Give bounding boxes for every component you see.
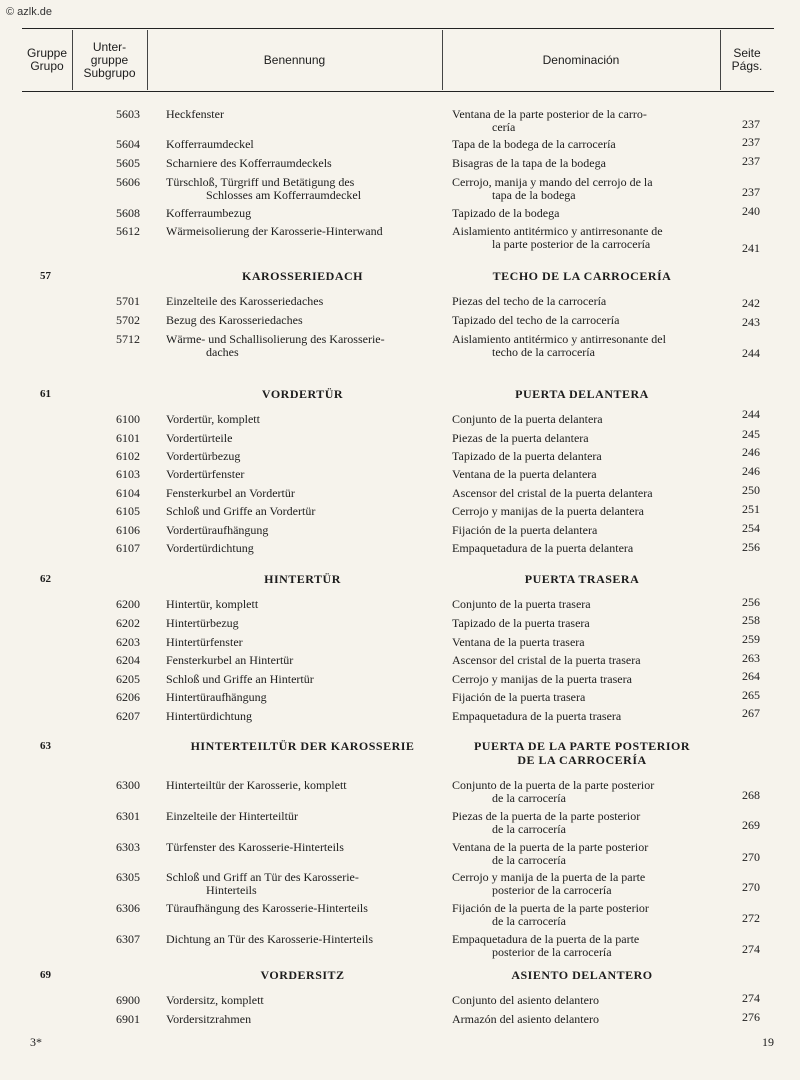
item-name-es: Conjunto de la puerta de la parte posterior [452, 778, 655, 792]
section-title-de: KAROSSERIEDACH [241, 269, 364, 283]
page-ref: 258 [742, 613, 760, 627]
item-name-de: Hinterteiltür der Karosserie, komplett [166, 778, 347, 792]
item-name-es: Tapizado de la bodega [452, 206, 560, 220]
header-divider [147, 30, 148, 90]
item-name-de: Türaufhängung des Karosserie-Hinterteils [166, 901, 368, 915]
group-number: 63 [40, 740, 51, 752]
section-title-de: VORDERSITZ [260, 968, 345, 982]
item-name-de: Scharniere des Kofferraumdeckels [166, 156, 332, 170]
page-ref: 264 [742, 669, 760, 683]
item-name-es: de la carrocería [492, 822, 566, 836]
subgroup-code: 6207 [116, 709, 140, 723]
item-name-es: de la carrocería [492, 791, 566, 805]
item-name-es: Piezas de la puerta de la parte posterior [452, 809, 641, 823]
subgroup-code: 6202 [116, 616, 140, 630]
item-name-es: Piezas del techo de la carrocería [452, 294, 607, 308]
subgroup-code: 5701 [116, 294, 140, 308]
subgroup-code: 6101 [116, 431, 140, 445]
subgroup-code: 6107 [116, 541, 140, 555]
page-ref: 256 [742, 595, 760, 609]
item-name-es: cería [492, 120, 516, 134]
subgroup-code: 6100 [116, 412, 140, 426]
subgroup-code: 5712 [116, 332, 140, 346]
item-name-de: Bezug des Karosseriedaches [166, 313, 303, 327]
subgroup-code: 6307 [116, 932, 140, 946]
subgroup-code: 6303 [116, 840, 140, 854]
subgroup-code: 5603 [116, 107, 140, 121]
item-name-de: Vordertürbezug [166, 449, 241, 463]
page-ref: 256 [742, 540, 760, 554]
item-name-es: Ventana de la puerta de la parte posterior [452, 840, 649, 854]
item-name-de: Fensterkurbel an Hintertür [166, 653, 294, 667]
subgroup-code: 5612 [116, 224, 140, 238]
item-name-de: Kofferraumbezug [166, 206, 252, 220]
item-name-es: Ventana de la parte posterior de la carro- [452, 107, 647, 121]
subgroup-code: 5702 [116, 313, 140, 327]
subgroup-code: 6901 [116, 1012, 140, 1026]
subgroup-code: 5604 [116, 137, 140, 151]
section-title-de: HINTERTÜR [264, 572, 341, 586]
item-name-es: tapa de la bodega [492, 188, 576, 202]
page-ref: 274 [742, 991, 760, 1005]
page-ref: 240 [742, 204, 760, 218]
item-name-de: Vordertüraufhängung [166, 523, 269, 537]
group-number: 69 [40, 969, 51, 981]
subgroup-code: 6204 [116, 653, 140, 667]
header-seite: Seite Págs. [731, 46, 763, 73]
subgroup-code: 5605 [116, 156, 140, 170]
item-name-de: Vordertür, komplett [166, 412, 260, 426]
item-name-es: posterior de la carrocería [492, 945, 612, 959]
page-ref: 276 [742, 1010, 760, 1024]
footer-signature: 3* [30, 1035, 42, 1049]
header-untergruppe: Unter- gruppe Subgrupo [83, 39, 136, 80]
item-name-es: Fijación de la puerta de la parte posterior [452, 901, 649, 915]
item-name-de: Einzelteile der Hinterteiltür [166, 809, 298, 823]
group-number: 57 [40, 270, 51, 282]
item-name-es: Tapizado del techo de la carrocería [452, 313, 620, 327]
item-name-es: Tapizado de la puerta trasera [452, 616, 590, 630]
item-name-es: Piezas de la puerta delantera [452, 431, 589, 445]
item-name-de: Türschloß, Türgriff und Betätigung des [166, 175, 355, 189]
subgroup-code: 6205 [116, 672, 140, 686]
item-name-de: Hintertürbezug [166, 616, 239, 630]
item-name-es: Cerrojo, manija y mando del cerrojo de la [452, 175, 653, 189]
group-number: 62 [40, 573, 51, 585]
page-ref: 237 [742, 117, 760, 131]
item-name-de: Vordersitz, komplett [166, 993, 264, 1007]
subgroup-code: 6106 [116, 523, 140, 537]
section-title-es: PUERTA DELANTERA [515, 387, 649, 401]
item-name-es: Conjunto de la puerta delantera [452, 412, 603, 426]
item-name-de: Fensterkurbel an Vordertür [166, 486, 295, 500]
item-name-de: Vordertürteile [166, 431, 233, 445]
item-name-es: Aislamiento antitérmico y antirresonante del [452, 332, 666, 346]
item-name-es: Conjunto de la puerta trasera [452, 597, 591, 611]
item-name-es: Bisagras de la tapa de la bodega [452, 156, 606, 170]
page-ref: 237 [742, 135, 760, 149]
page-ref: 246 [742, 445, 760, 459]
subgroup-code: 6103 [116, 467, 140, 481]
subgroup-code: 6301 [116, 809, 140, 823]
item-name-de: Vordertürfenster [166, 467, 245, 481]
header-denominacion: Denominación [542, 52, 620, 67]
subgroup-code: 6305 [116, 870, 140, 884]
section-title-es: TECHO DE LA CARROCERÍA [492, 269, 672, 283]
item-name-es: Cerrojo y manija de la puerta de la parte [452, 870, 646, 884]
subgroup-code: 6300 [116, 778, 140, 792]
page-ref: 270 [742, 850, 760, 864]
page-ref: 244 [742, 346, 760, 360]
section-title-es: ASIENTO DELANTERO [511, 968, 653, 982]
item-name-de: Wärme- und Schallisolierung des Karosserie- [166, 332, 385, 346]
subgroup-code: 6104 [116, 486, 140, 500]
item-name-de: Hintertürdichtung [166, 709, 252, 723]
subgroup-code: 6105 [116, 504, 140, 518]
section-title-de: VORDERTÜR [261, 387, 344, 401]
page-ref: 237 [742, 185, 760, 199]
subgroup-code: 6203 [116, 635, 140, 649]
item-name-es: de la carrocería [492, 914, 566, 928]
page-number: 19 [762, 1035, 774, 1049]
item-name-de: Wärmeisolierung der Karosserie-Hinterwand [166, 224, 383, 238]
item-name-de: Hinterteils [206, 883, 257, 897]
group-number: 61 [40, 388, 51, 400]
item-name-de: Einzelteile des Karosseriedaches [166, 294, 324, 308]
page-ref: 259 [742, 632, 760, 646]
item-name-de: Vordertürdichtung [166, 541, 254, 555]
page-ref: 250 [742, 483, 760, 497]
item-name-de: Hintertür, komplett [166, 597, 259, 611]
page-ref: 246 [742, 464, 760, 478]
page-ref: 269 [742, 818, 760, 832]
header-divider [442, 30, 443, 90]
header-gruppe: Gruppe Grupo [26, 46, 68, 73]
item-name-es: Ventana de la puerta delantera [452, 467, 597, 481]
section-title-es: DE LA CARROCERÍA [517, 753, 647, 767]
page-ref: 267 [742, 706, 760, 720]
page-ref: 237 [742, 154, 760, 168]
item-name-es: Fijación de la puerta trasera [452, 690, 586, 704]
table-header [22, 28, 774, 92]
page-ref: 270 [742, 880, 760, 894]
item-name-de: Hintertüraufhängung [166, 690, 267, 704]
subgroup-code: 6900 [116, 993, 140, 1007]
item-name-es: Armazón del asiento delantero [452, 1012, 599, 1026]
page-ref: 243 [742, 315, 760, 329]
header-divider [72, 30, 73, 90]
page-ref: 242 [742, 296, 760, 310]
item-name-es: Empaquetadura de la puerta trasera [452, 709, 622, 723]
item-name-es: techo de la carrocería [492, 345, 595, 359]
section-title-es: PUERTA TRASERA [524, 572, 640, 586]
page-ref: 254 [742, 521, 760, 535]
item-name-de: Vordersitzrahmen [166, 1012, 252, 1026]
item-name-es: Empaquetadura de la puerta de la parte [452, 932, 640, 946]
item-name-de: daches [206, 345, 239, 359]
page-ref: 263 [742, 651, 760, 665]
item-name-es: la parte posterior de la carrocería [492, 237, 651, 251]
item-name-es: Empaquetadura de la puerta delantera [452, 541, 634, 555]
page-ref: 272 [742, 911, 760, 925]
item-name-es: de la carrocería [492, 853, 566, 867]
item-name-de: Hintertürfenster [166, 635, 243, 649]
subgroup-code: 5606 [116, 175, 140, 189]
item-name-es: Fijación de la puerta delantera [452, 523, 598, 537]
subgroup-code: 6102 [116, 449, 140, 463]
subgroup-code: 5608 [116, 206, 140, 220]
item-name-de: Schlosses am Kofferraumdeckel [206, 188, 362, 202]
item-name-de: Schloß und Griffe an Vordertür [166, 504, 316, 518]
item-name-es: Cerrojo y manijas de la puerta delantera [452, 504, 644, 518]
item-name-de: Dichtung an Tür des Karosserie-Hinterteils [166, 932, 374, 946]
page-ref: 251 [742, 502, 760, 516]
item-name-es: Ascensor del cristal de la puerta delantera [452, 486, 653, 500]
item-name-es: Tapizado de la puerta delantera [452, 449, 602, 463]
subgroup-code: 6206 [116, 690, 140, 704]
item-name-es: Conjunto del asiento delantero [452, 993, 599, 1007]
item-name-de: Kofferraumdeckel [166, 137, 254, 151]
page-ref: 244 [742, 407, 760, 421]
section-title-de: HINTERTEILTÜR DER KAROSSERIE [190, 739, 415, 753]
section-title-es: PUERTA DE LA PARTE POSTERIOR [473, 739, 691, 753]
item-name-es: Aislamiento antitérmico y antirresonante de [452, 224, 663, 238]
page-ref: 265 [742, 688, 760, 702]
subgroup-code: 6200 [116, 597, 140, 611]
item-name-de: Schloß und Griff an Tür des Karosserie- [166, 870, 359, 884]
header-benennung: Benennung [263, 52, 326, 67]
item-name-de: Türfenster des Karosserie-Hinterteils [166, 840, 344, 854]
item-name-es: Ventana de la puerta trasera [452, 635, 585, 649]
page-ref: 274 [742, 942, 760, 956]
item-name-es: Tapa de la bodega de la carrocería [452, 137, 616, 151]
page-ref: 241 [742, 241, 760, 255]
item-name-es: Ascensor del cristal de la puerta trasera [452, 653, 641, 667]
watermark: © azlk.de [6, 6, 53, 18]
item-name-es: Cerrojo y manijas de la puerta trasera [452, 672, 632, 686]
header-divider [720, 30, 721, 90]
item-name-de: Schloß und Griffe an Hintertür [166, 672, 314, 686]
item-name-es: posterior de la carrocería [492, 883, 612, 897]
page-ref: 268 [742, 788, 760, 802]
page-ref: 245 [742, 427, 760, 441]
subgroup-code: 6306 [116, 901, 140, 915]
item-name-de: Heckfenster [166, 107, 224, 121]
